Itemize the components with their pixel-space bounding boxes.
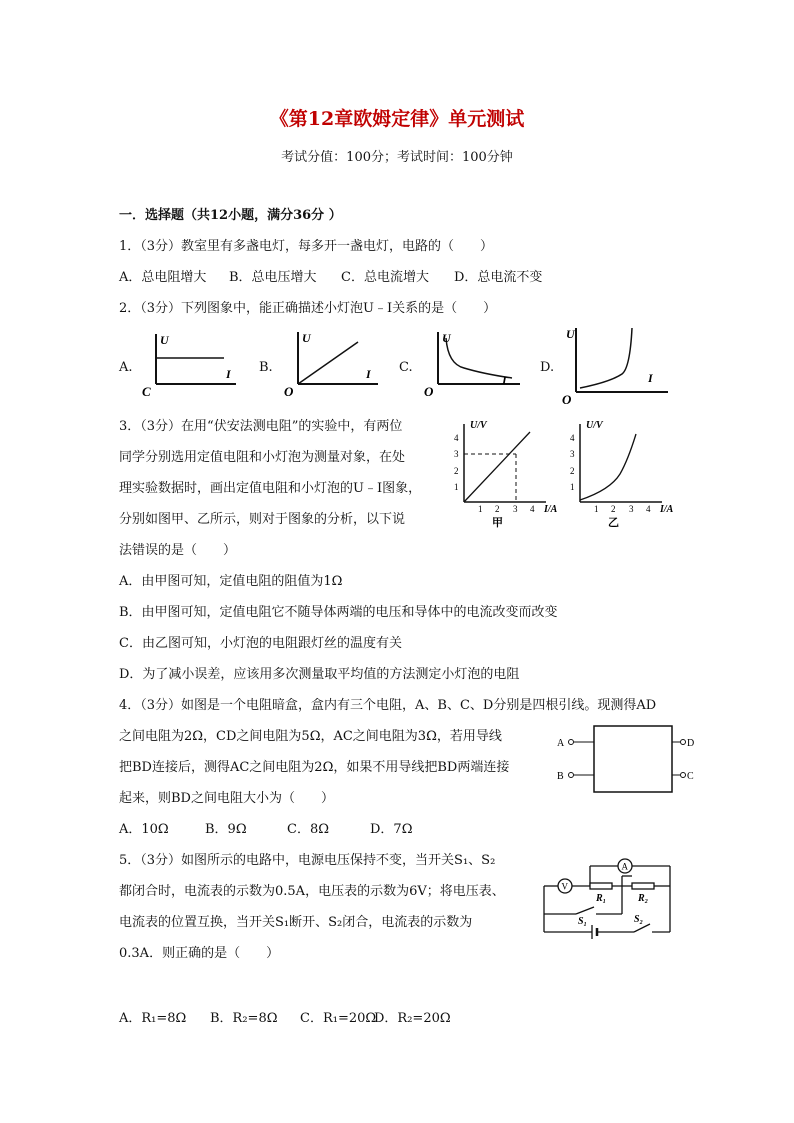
q5-stem-line-1: 5．（3分）如图所示的电路中，电源电压保持不变，当开关S₁、S₂ <box>119 853 496 868</box>
y-tick-2: 2 <box>454 466 459 476</box>
q3-option-b: B．由甲图可知，定值电阻它不随导体两端的电压和导体中的电流改变而改变 <box>119 605 558 620</box>
q4-stem-line-3: 把BD连接后，测得AC之间电阻为2Ω，如果不用导线把BD两端连接 <box>119 760 510 775</box>
q3-option-c: C．由乙图可知，小灯泡的电阻跟灯丝的温度有关 <box>119 636 402 651</box>
y-axis-label: U/V <box>470 420 487 431</box>
q2-graph-a <box>140 328 240 398</box>
x-tick-4: 4 <box>530 504 535 514</box>
y-axis-label: U/V <box>586 420 603 431</box>
q2-graph-c <box>424 326 524 398</box>
x-tick-1: 1 <box>478 504 483 514</box>
voltmeter-label: V <box>561 881 568 892</box>
q4-stem-line-1: 4．（3分）如图是一个电阻暗盒，盒内有三个电阻，A、B、C、D分别是四根引线。现测得AD <box>119 698 657 713</box>
y-axis-label: U <box>160 333 169 347</box>
q2-option-a-letter: A. <box>119 360 133 375</box>
q3-option-a: A．由甲图可知，定值电阻的阻值为1Ω <box>119 574 343 589</box>
q4-stem-line-2: 之间电阻为2Ω，CD之间电阻为5Ω，AC之间电阻为3Ω，若用导线 <box>119 729 502 744</box>
q4-option-d: D．7Ω <box>370 822 413 837</box>
resistor-r2-icon <box>632 883 654 889</box>
jia-line <box>464 432 530 502</box>
q4-option-b: B．9Ω <box>205 822 247 837</box>
exam-info: 考试分值：100分；考试时间：100分钟 <box>281 150 513 165</box>
x-axis-label: I <box>366 367 371 381</box>
y-tick-3: 3 <box>570 449 575 459</box>
section-heading: 一．选择题（共12小题，满分36分 ） <box>119 208 342 223</box>
q1-option-d: D．总电流不变 <box>454 270 543 285</box>
y-tick-4: 4 <box>570 433 575 443</box>
caption-yi: 乙 <box>608 517 619 529</box>
s1-label: S₁ <box>578 916 588 927</box>
x-axis-label: I/A <box>544 504 558 515</box>
q3-graph-jia <box>450 416 565 531</box>
origin-label: O <box>284 384 294 399</box>
q4-stem-line-4: 起来，则BD之间电阻大小为（ ） <box>119 791 334 806</box>
y-tick-2: 2 <box>570 466 575 476</box>
terminal-c-label: C <box>687 771 694 782</box>
terminal-d-label: D <box>687 738 695 749</box>
q2-stem: 2．（3分）下列图象中，能正确描述小灯泡U﹣I关系的是（ ） <box>119 301 497 316</box>
black-box <box>594 726 672 792</box>
q4-option-a: A．10Ω <box>119 822 169 837</box>
y-tick-1: 1 <box>570 482 575 492</box>
terminal-c <box>681 773 686 778</box>
resistor-r1-icon <box>590 883 612 889</box>
y-axis-label: U <box>302 331 311 345</box>
q4-resistor-box <box>552 720 695 800</box>
yi-curve <box>580 434 636 500</box>
terminal-d <box>681 740 686 745</box>
switch-s2-icon <box>634 924 650 932</box>
origin-label: O <box>562 392 572 407</box>
q5-stem-line-4: 0.3A．则正确的是（ ） <box>119 946 280 961</box>
x-tick-3: 3 <box>513 504 518 514</box>
graph-b-line <box>298 342 358 384</box>
y-tick-1: 1 <box>454 482 459 492</box>
q5-stem-line-2: 都闭合时，电流表的示数为0.5A，电压表的示数为6V；将电压表、 <box>119 884 505 899</box>
q5-option-d: D．R₂=20Ω <box>374 1011 451 1026</box>
terminal-b-label: B <box>557 771 564 782</box>
x-tick-3: 3 <box>629 504 634 514</box>
x-axis-label: I/A <box>660 504 674 515</box>
q2-option-b-letter: B. <box>259 360 273 375</box>
r2-label: R₂ <box>638 893 649 904</box>
x-axis-label: I <box>502 373 507 387</box>
page-title: 《第12章欧姆定律》单元测试 <box>269 108 525 130</box>
x-axis-label: I <box>648 371 653 385</box>
q3-stem-line-1: 3．（3分）在用“伏安法测电阻”的实验中，有两位 <box>119 419 403 434</box>
x-tick-2: 2 <box>495 504 500 514</box>
s2-label: S₂ <box>634 914 644 925</box>
ammeter-label: A <box>621 861 628 872</box>
q5-option-a: A．R₁=8Ω <box>119 1011 187 1026</box>
q5-option-c: C．R₁=20Ω <box>300 1011 377 1026</box>
q1-option-c: C．总电流增大 <box>341 270 429 285</box>
q3-stem-line-2: 同学分别选用定值电阻和小灯泡为测量对象，在处 <box>119 450 406 465</box>
x-tick-1: 1 <box>594 504 599 514</box>
q5-circuit <box>538 852 678 942</box>
switch-s1-icon <box>576 907 594 914</box>
q2-graph-d <box>560 324 672 407</box>
q3-option-d: D．为了减小误差，应该用多次测量取平均值的方法测定小灯泡的电阻 <box>119 667 520 682</box>
q2-option-c-letter: C. <box>399 360 413 375</box>
y-axis-label: U <box>442 331 451 345</box>
q5-option-b: B．R₂=8Ω <box>210 1011 278 1026</box>
origin-label: C <box>142 384 151 399</box>
terminal-b <box>569 773 574 778</box>
x-tick-4: 4 <box>646 504 651 514</box>
q4-option-c: C．8Ω <box>287 822 329 837</box>
q3-stem-line-3: 理实验数据时，画出定值电阻和小灯泡的U﹣I图象， <box>119 481 422 496</box>
q2-graph-b <box>282 326 382 398</box>
x-tick-2: 2 <box>611 504 616 514</box>
terminal-a-label: A <box>557 738 565 749</box>
q1-option-a: A．总电阻增大 <box>119 270 207 285</box>
q5-stem-line-3: 电流表的位置互换，当开关S₁断开、S₂闭合，电流表的示数为 <box>119 915 473 930</box>
caption-jia: 甲 <box>492 517 503 529</box>
graph-d-curve <box>580 328 632 388</box>
origin-label: O <box>424 384 434 399</box>
terminal-a <box>569 740 574 745</box>
q3-stem-line-4: 分别如图甲、乙所示，则对于图象的分析，以下说 <box>119 512 406 527</box>
q1-option-b: B．总电压增大 <box>229 270 317 285</box>
x-axis-label: I <box>226 367 231 381</box>
y-tick-3: 3 <box>454 449 459 459</box>
q2-option-d-letter: D. <box>540 360 555 375</box>
q1-stem: 1．（3分）教室里有多盏电灯，每多开一盏电灯，电路的（ ） <box>119 239 494 254</box>
q3-graph-yi <box>566 416 681 531</box>
y-axis-label: U <box>566 327 575 341</box>
q3-stem-line-5: 法错误的是（ ） <box>119 543 237 558</box>
graph-c-curve <box>446 338 512 378</box>
y-tick-4: 4 <box>454 433 459 443</box>
r1-label: R₁ <box>596 893 607 904</box>
